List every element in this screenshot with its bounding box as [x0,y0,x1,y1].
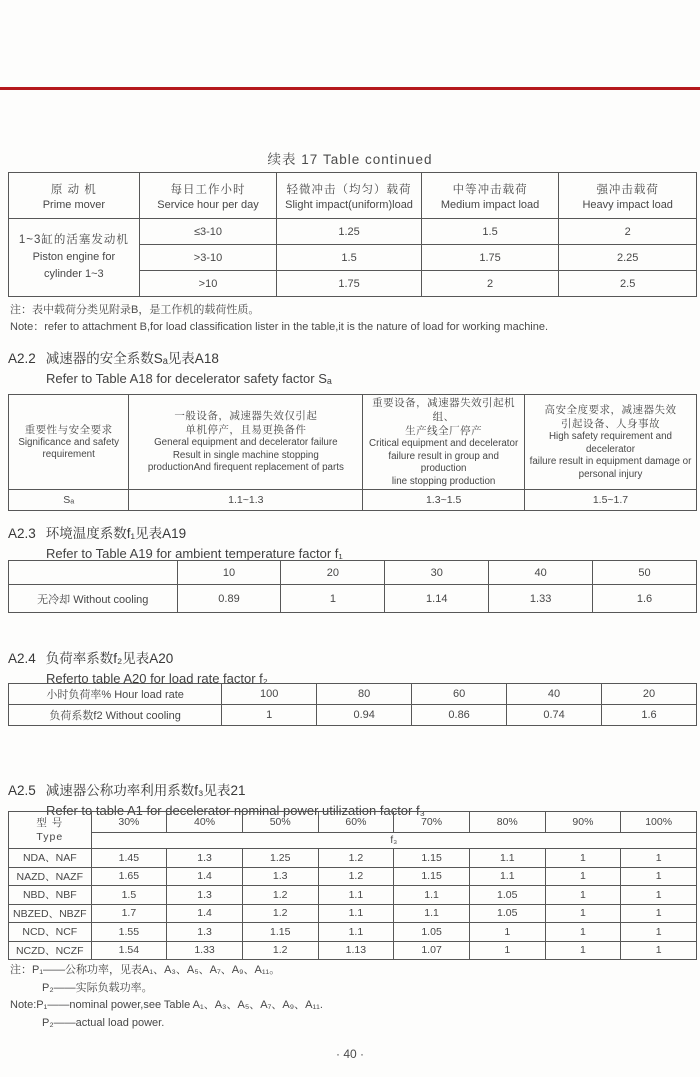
col-general-equipment [129,395,363,490]
cell: 1 [621,941,697,960]
cell: 1.2 [242,904,318,923]
cell: 1.3 [167,923,243,942]
table-row [9,867,697,886]
cell: 1.6 [593,585,697,613]
cell: 1.45 [91,849,167,868]
cell: 1.25 [277,219,421,245]
cell: 1.14 [385,585,489,613]
percent-header: 90% [545,812,621,833]
col-critical-equipment [363,395,525,490]
temp-header: 50 [593,561,697,585]
cell: 1.07 [394,941,470,960]
row-label-en: cylinder 1~3 [44,268,104,280]
temp-header: 30 [385,561,489,585]
section-heading-line-zh [8,647,268,667]
cell: 1 [621,867,697,886]
col-type [9,812,92,849]
cell: 1 [545,867,621,886]
cell: 1.1 [394,886,470,905]
col-high-safety [524,395,696,490]
cell: 1 [545,886,621,905]
section-a2-4-heading [8,647,268,686]
cell: 40 [507,684,602,705]
cell: 1.4 [167,904,243,923]
cell: 2.25 [559,245,697,271]
header-en: line stopping production [391,475,496,487]
section-title-zh: 减速器的安全系数Sₐ见表A18 [45,351,219,366]
table-17-note [10,302,548,336]
temp-header: 10 [177,561,281,585]
table-21-header-row [9,812,697,833]
cell: 2 [559,219,697,245]
cell: 1.54 [91,941,167,960]
cell: 1.75 [421,245,559,271]
section-a2-2-heading [8,347,332,386]
cell: 0.86 [412,705,507,726]
header-zh: 生产线全厂停产 [405,425,483,437]
cell: 1 [469,941,545,960]
header-en: failure result in group and production [388,450,499,474]
col-header-en: Service hour per day [157,198,259,211]
section-number: A2.3 [8,526,36,541]
section-title-en: Refer to table A1 for decelerator nominal power utilization factor f₃ [46,803,425,818]
table-21-f3-row [9,833,697,849]
section-title-en: Referto table A20 for load rate factor f₂ [46,671,268,686]
cell: 1.13 [318,941,394,960]
cell: 1.2 [318,867,394,886]
cell: 1 [545,941,621,960]
type-label: NBZED、NBZF [9,904,92,923]
col-header-en: Prime mover [42,198,106,211]
header-rule-line [0,87,700,90]
table-a20-load-rate [8,683,697,726]
cell: 1.1 [318,886,394,905]
section-a2-3-heading [8,522,343,561]
cell: 1.2 [242,941,318,960]
cell: 0.74 [507,705,602,726]
header-zh: 一般设备，减速器失效仅引起 [174,410,318,423]
cell: 1.2 [318,849,394,868]
cell: 1 [621,904,697,923]
cell: 1.1 [318,923,394,942]
header-en: High safety requirement and decelerator [548,431,673,455]
cell-sa: Sₐ [9,490,129,511]
cell: 1.1 [318,904,394,923]
page-title: 续表 17 Table continued [267,152,433,167]
type-label: NCD、NCF [9,923,92,942]
cell: 1.5 [91,886,167,905]
prime-mover-label-cell [9,219,140,297]
header-zh: 引起设备、人身事故 [560,418,660,430]
cell: 1 [281,585,385,613]
percent-header: 30% [91,812,167,833]
section-title-zh: 减速器公称功率利用系数f₃见表21 [45,783,246,798]
cell: 1 [545,923,621,942]
cell: 100 [222,684,317,705]
table-a20-rate-row [9,684,697,705]
col-medium-impact [421,173,559,219]
cell: 1.5 [421,219,559,245]
percent-header: 40% [167,812,243,833]
f3-subheader: f₃ [91,833,696,849]
table-row [9,886,697,905]
section-title-zh: 负荷率系数f₂见表A20 [45,651,174,666]
col-prime-mover [9,173,140,219]
header-zh: 重要性与安全要求 [24,423,113,436]
header-en: requirement [42,449,95,460]
header-en: General equipment and decelerator failure [154,437,338,449]
section-title-zh: 环境温度系数f₁见表A19 [45,526,187,541]
cell: 1 [469,923,545,942]
header-zh: 重要设备，减速器失效引起机组、 [372,397,516,423]
cell: 1.3 [242,867,318,886]
cell: 1 [621,886,697,905]
cell: 1.55 [91,923,167,942]
cell: 1.1~1.3 [129,490,363,511]
cell: 1.05 [469,886,545,905]
col-header-zh: 中等冲击载荷 [452,183,528,196]
header-en: Significance and safety [18,436,120,448]
col-header-zh: 强冲击载荷 [596,183,659,196]
cell: 1.3~1.5 [363,490,525,511]
footnotes-block [10,962,323,1032]
section-title-en: Refer to Table A18 for decelerator safety factor Sₐ [46,371,332,386]
cell: 1.5 [277,245,421,271]
col-slight-impact [277,173,421,219]
type-label: NBD、NBF [9,886,92,905]
percent-header: 60% [318,812,394,833]
cell: 1 [222,705,317,726]
footnote-line: 注：P₁——公称功率，见表A₁、A₃、A₅、A₇、A₉、A₁₁。 [10,964,281,976]
row-label-en: Piston engine for [32,251,116,263]
col-service-hour [139,173,277,219]
section-heading-line-zh [8,347,332,367]
cell: 1.15 [242,923,318,942]
row-label-zh: 1~3缸的活塞发动机 [18,234,129,246]
row-label: 无冷却 Without cooling [9,585,178,613]
cell: 1 [545,904,621,923]
table-a19-ambient-temperature [8,560,697,613]
cell: ≤3-10 [139,219,277,245]
type-label: NAZD、NAZF [9,867,92,886]
col-header-zh: 每日工作小时 [170,183,246,196]
section-title-en: Refer to Table A19 for ambient temperature factor f₁ [46,546,343,561]
row-label: 小时负荷率% Hour load rate [9,684,222,705]
table-row [9,849,697,868]
cell: 1.1 [469,867,545,886]
section-number: A2.5 [8,783,36,798]
cell: 80 [317,684,412,705]
table-row [9,904,697,923]
cell: 1.05 [469,904,545,923]
cell: 1.15 [394,867,470,886]
section-heading-line-zh [8,522,343,542]
table-17-continued [8,172,697,297]
cell: 1.33 [167,941,243,960]
cell: 1.05 [394,923,470,942]
blank-cell [9,561,178,585]
temp-header: 20 [281,561,385,585]
cell: 1.75 [277,271,421,297]
cell: 60 [412,684,507,705]
type-header-en: Type [36,831,64,843]
section-number: A2.2 [8,351,36,366]
col-header-en: Medium impact load [440,198,540,211]
cell: >10 [139,271,277,297]
percent-header: 100% [621,812,697,833]
cell: 20 [602,684,697,705]
header-zh: 单机停产，且易更换备件 [185,424,307,437]
temp-header: 40 [489,561,593,585]
type-header-zh: 型 号 [36,817,64,829]
type-label: NDA、NAF [9,849,92,868]
cell: 1.1 [394,904,470,923]
cell: 0.94 [317,705,412,726]
header-en: personal injury [578,468,643,480]
col-significance [9,395,129,490]
cell: 1.1 [469,849,545,868]
table-row [9,941,697,960]
table-17-header-row [9,173,697,219]
cell: 1.2 [242,886,318,905]
cell: 1 [545,849,621,868]
cell: 1.33 [489,585,593,613]
percent-header: 80% [469,812,545,833]
percent-header: 50% [242,812,318,833]
col-header-zh: 原 动 机 [50,183,97,196]
cell: 2 [421,271,559,297]
header-en: productionAnd firequent replacement of parts [147,462,344,474]
col-header-zh: 轻微冲击（均匀）载荷 [286,183,412,196]
footnote-line: P₂——actual load power. [42,1016,165,1029]
section-heading-line-zh [8,779,425,799]
table-21-power-utilization [8,811,697,960]
cell: >3-10 [139,245,277,271]
table-row [9,219,697,245]
cell: 1.6 [602,705,697,726]
type-label: NCZD、NCZF [9,941,92,960]
table-row [9,490,697,511]
table-row [9,923,697,942]
table-a20-factor-row [9,705,697,726]
table-a18-header-row [9,395,697,490]
cell: 1.65 [91,867,167,886]
percent-header: 70% [394,812,470,833]
header-en: Result in single machine stopping [172,449,319,461]
cell: 1.5~1.7 [524,490,696,511]
cell: 1 [621,923,697,942]
cell: 1.4 [167,867,243,886]
section-number: A2.4 [8,651,36,666]
cell: 2.5 [559,271,697,297]
cell: 1.25 [242,849,318,868]
page-number: · 40 · [335,1047,364,1061]
table-a18-safety-factor [8,394,697,511]
table-row [9,585,697,613]
cell: 0.89 [177,585,281,613]
note-zh: 注：表中载荷分类见附录B，是工作机的载荷性质。 [10,304,260,316]
header-zh: 高安全度要求，减速器失效 [544,404,677,416]
note-en: Note：refer to attachment B,for load classification lister in the table,it is the nature of load for working machine. [10,321,549,333]
footnote-line: Note:P₁——nominal power,see Table A₁、A₃、A₅、A₇、A₉、A₁₁. [10,999,323,1011]
header-en: failure result in equipment damage or [529,456,692,467]
row-label: 负荷系数f2 Without cooling [9,705,222,726]
col-header-en: Heavy impact load [582,198,673,211]
header-en: Critical equipment and decelerator [369,438,519,449]
table-a19-header-row [9,561,697,585]
col-header-en: Slight impact(uniform)load [285,198,413,211]
cell: 1.3 [167,886,243,905]
cell: 1.7 [91,904,167,923]
cell: 1 [621,849,697,868]
cell: 1.3 [167,849,243,868]
col-heavy-impact [559,173,697,219]
cell: 1.15 [394,849,470,868]
footnote-line: P₂——实际负载功率。 [42,981,153,994]
